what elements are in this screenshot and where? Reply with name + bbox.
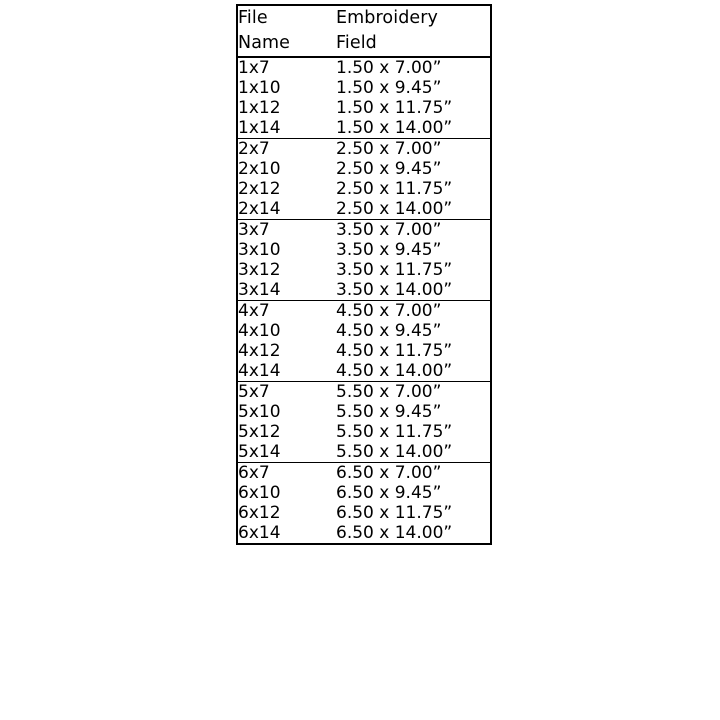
cell-file-name: 2x7 <box>238 139 270 159</box>
table-row <box>237 179 491 199</box>
cell-file-name: 6x10 <box>238 483 281 503</box>
cell-embroidery-field: 2.50 x 9.45” <box>336 159 442 179</box>
cell-embroidery-field: 4.50 x 9.45” <box>336 321 442 341</box>
cell-embroidery-field: 3.50 x 9.45” <box>336 240 442 260</box>
table-row <box>237 159 491 179</box>
cell-embroidery-field: 1.50 x 14.00” <box>326 118 491 139</box>
cell-file-name: 6x12 <box>238 503 281 523</box>
table-row <box>237 483 491 503</box>
column-header-embroidery-field-line1: Embroidery <box>336 8 439 28</box>
table-row <box>237 220 491 241</box>
cell-file-name: 3x7 <box>238 220 270 240</box>
table-row <box>237 57 491 78</box>
table-row <box>237 321 491 341</box>
cell-embroidery-field: 1.50 x 7.00” <box>336 58 442 78</box>
cell-file-name: 1x12 <box>238 98 281 118</box>
cell-file-name: 6x7 <box>238 463 270 483</box>
cell-embroidery-field: 1.50 x 9.45” <box>336 78 442 98</box>
cell-embroidery-field: 3.50 x 11.75” <box>336 260 453 280</box>
cell-embroidery-field: 4.50 x 11.75” <box>336 341 453 361</box>
embroidery-size-table <box>236 4 492 545</box>
cell-file-name: 6x14 <box>238 523 281 543</box>
table-row <box>237 361 491 382</box>
cell-file-name: 2x10 <box>238 159 281 179</box>
cell-file-name: 4x14 <box>237 361 326 382</box>
table-row <box>237 341 491 361</box>
column-header-embroidery-field <box>326 5 491 57</box>
cell-file-name: 1x7 <box>238 58 270 78</box>
table-row <box>237 382 491 403</box>
cell-file-name: 5x14 <box>237 442 326 463</box>
column-header-file-name-line1: File <box>238 8 268 28</box>
cell-embroidery-field: 6.50 x 14.00” <box>336 523 453 543</box>
table-row <box>237 98 491 118</box>
table-row <box>237 280 491 301</box>
cell-file-name: 1x10 <box>238 78 281 98</box>
column-header-file-name-line2: Name <box>238 33 291 53</box>
table-row <box>237 463 491 484</box>
cell-embroidery-field: 6.50 x 9.45” <box>336 483 442 503</box>
cell-file-name: 4x12 <box>238 341 281 361</box>
table-row <box>237 260 491 280</box>
cell-file-name: 2x14 <box>237 199 326 220</box>
size-chart-container <box>236 4 482 545</box>
cell-embroidery-field: 5.50 x 9.45” <box>336 402 442 422</box>
cell-embroidery-field: 5.50 x 11.75” <box>336 422 453 442</box>
header-row <box>237 5 491 57</box>
cell-embroidery-field: 2.50 x 14.00” <box>326 199 491 220</box>
table-row <box>237 139 491 160</box>
table-row <box>237 442 491 463</box>
cell-embroidery-field: 5.50 x 7.00” <box>336 382 442 402</box>
table-row <box>237 422 491 442</box>
cell-file-name: 4x7 <box>238 301 270 321</box>
cell-embroidery-field: 2.50 x 11.75” <box>336 179 453 199</box>
cell-embroidery-field: 3.50 x 7.00” <box>336 220 442 240</box>
table-row <box>237 240 491 260</box>
cell-file-name: 5x7 <box>238 382 270 402</box>
cell-embroidery-field: 3.50 x 14.00” <box>326 280 491 301</box>
table-row <box>237 523 491 544</box>
cell-file-name: 5x12 <box>238 422 281 442</box>
cell-file-name: 2x12 <box>238 179 281 199</box>
table-body <box>237 57 491 544</box>
column-header-file-name <box>237 5 326 57</box>
cell-file-name: 1x14 <box>237 118 326 139</box>
cell-file-name: 5x10 <box>238 402 281 422</box>
table-row <box>237 78 491 98</box>
cell-file-name: 3x14 <box>237 280 326 301</box>
cell-file-name: 4x10 <box>238 321 281 341</box>
cell-embroidery-field: 6.50 x 7.00” <box>336 463 442 483</box>
cell-embroidery-field: 5.50 x 14.00” <box>326 442 491 463</box>
table-header <box>237 5 491 57</box>
table-row <box>237 301 491 322</box>
cell-embroidery-field: 2.50 x 7.00” <box>336 139 442 159</box>
cell-file-name: 3x12 <box>238 260 281 280</box>
cell-embroidery-field: 4.50 x 7.00” <box>336 301 442 321</box>
cell-embroidery-field: 1.50 x 11.75” <box>336 98 453 118</box>
column-header-embroidery-field-line2: Field <box>336 33 377 53</box>
table-row <box>237 503 491 523</box>
table-row <box>237 402 491 422</box>
cell-file-name: 3x10 <box>238 240 281 260</box>
cell-embroidery-field: 4.50 x 14.00” <box>326 361 491 382</box>
table-row <box>237 118 491 139</box>
table-row <box>237 199 491 220</box>
cell-embroidery-field: 6.50 x 11.75” <box>336 503 453 523</box>
